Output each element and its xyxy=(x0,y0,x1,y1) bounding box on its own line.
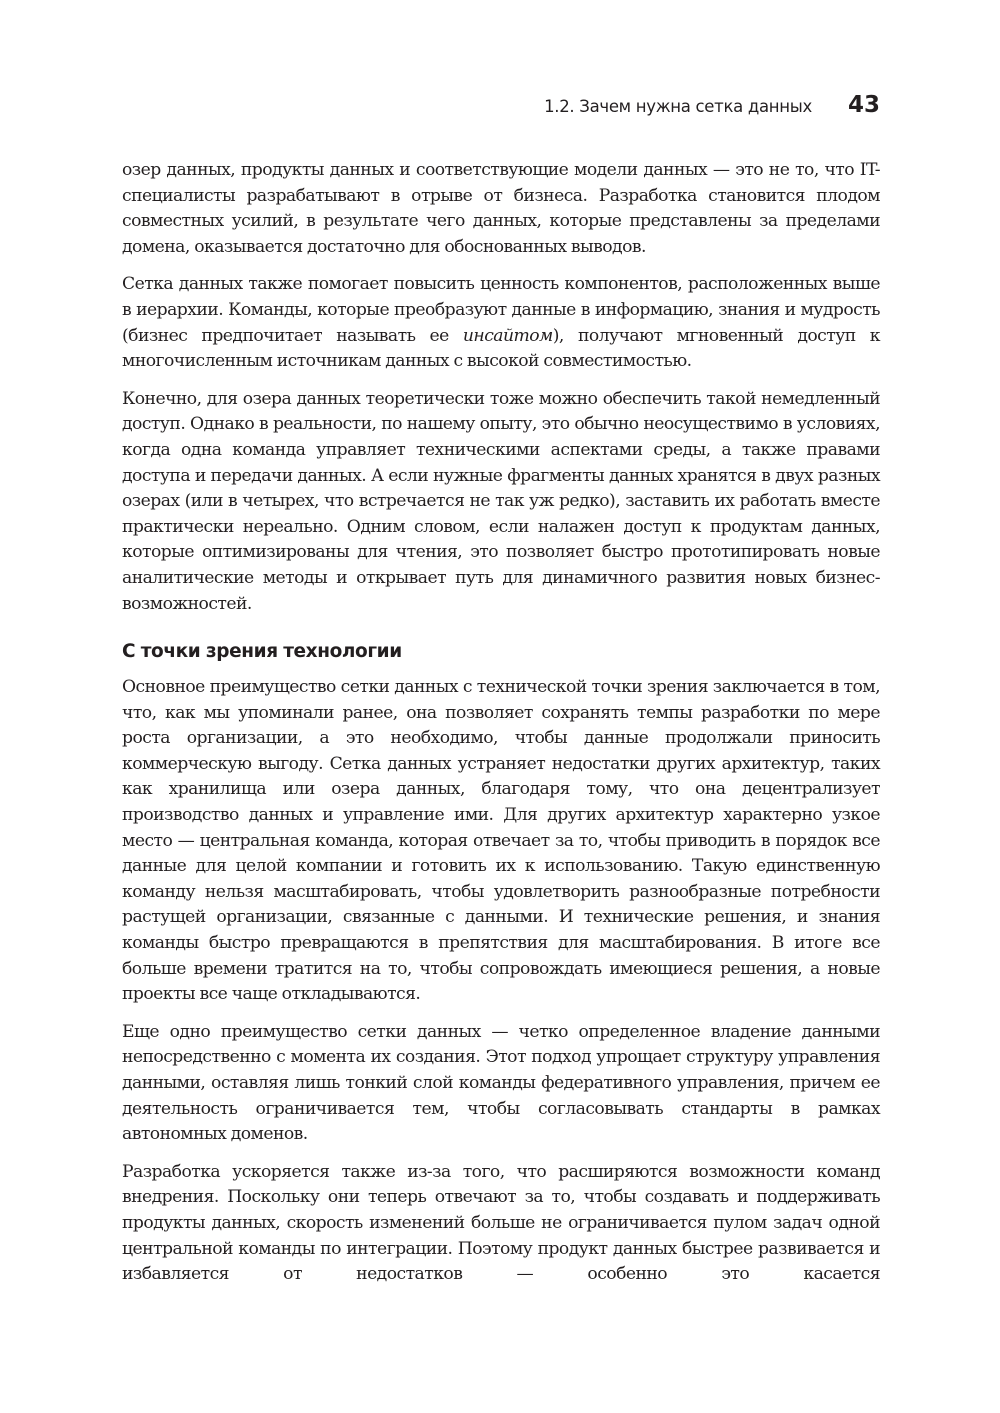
page-number: 43 xyxy=(847,92,880,118)
paragraph-5: Еще одно преимущество сетки данных — четко определенное владение данными непосредственно с момента их создания. Этот подход упрощает структуру управления данными, оставляя лишь тонкий слой команды федеративного управления, причем ее деятельность ограничивается тем, чтобы согласовывать стандарты в рамках автономных доменов. xyxy=(122,1021,880,1145)
section-heading: С точки зрения технологии xyxy=(122,641,402,663)
running-header xyxy=(122,92,880,122)
emphasized-term: инсайтом xyxy=(462,325,553,346)
paragraph-6: Разработка ускоряется также из-за того, что расширяются возможности команд внедрения. Поскольку они теперь отвечают за то, чтобы создавать и поддерживать продукты данных, скорость изменений больше не ограничивается пулом задач одной центральной команды по интеграции. Поэтому продукт данных быстрее развивается и избавляется от недостатков — особенно это касается xyxy=(122,1161,880,1285)
paragraph-2 xyxy=(122,272,880,374)
body-text xyxy=(122,158,880,1300)
paragraph-2-text-start: Сетка данных также помогает повысить ценность компонентов, расположенных выше в иерархии. Команды, которые преобразуют данные в информацию, знания и мудрость (бизнес предпочитает называть ее xyxy=(122,274,880,346)
paragraph-4: Основное преимущество сетки данных с технической точки зрения заключается в том, что, как мы упоминали ранее, она позволяет сохранять темпы разработки по мере роста организации, а это необходимо, чтобы данные продолжали приносить коммерческую выгоду. Сетка данных устраняет недостатки других архитектур, таких как хранилища или озера данных, благодаря тому, что она децентрализует производство данных и управление ими. Для других архитектур характерно узкое место — центральная команда, которая отвечает за то, чтобы приводить в порядок все данные для целой компании и готовить их к использованию. Такую единственную команду нельзя масштабировать, чтобы удовлетворить разнообразные потребности растущей организации, связанные с данными. И технические решения, и знания команды быстро превращаются в препятствия для масштабирования. В итоге все больше времени тратится на то, чтобы сопровождать имеющиеся решения, а новые проекты все чаще откладываются. xyxy=(122,677,880,1005)
paragraph-3: Конечно, для озера данных теоретически тоже можно обеспечить такой немедленный доступ. Однако в реальности, по нашему опыту, это обычно неосуществимо в условиях, когда одна команда управляет техническими аспектами среды, а также правами доступа и передачи данных. А если нужные фрагменты данных хранятся в двух разных озерах (или в четырех, что встречается не так уж редко), заставить их работать вместе практически нереально. Одним словом, если налажен доступ к продуктам данных, которые оптимизированы для чтения, это позволяет быстро прототипировать новые аналитические методы и открывает путь для динамичного развития новых бизнес-возможностей. xyxy=(122,388,880,614)
paragraph-1: озер данных, продукты данных и соответствующие модели данных — это не то, что IT-специалисты разрабатывают в отрыве от бизнеса. Разработка становится плодом совместных усилий, в результате чего данных, которые представлены за пределами домена, оказывается достаточно для обоснованных выводов. xyxy=(122,160,880,257)
paragraph-2-text-end: ), получают мгновенный доступ к многочисленным источникам данных с высокой совместимостью. xyxy=(122,325,880,372)
running-title: 1.2. Зачем нужна сетка данных xyxy=(544,97,812,116)
